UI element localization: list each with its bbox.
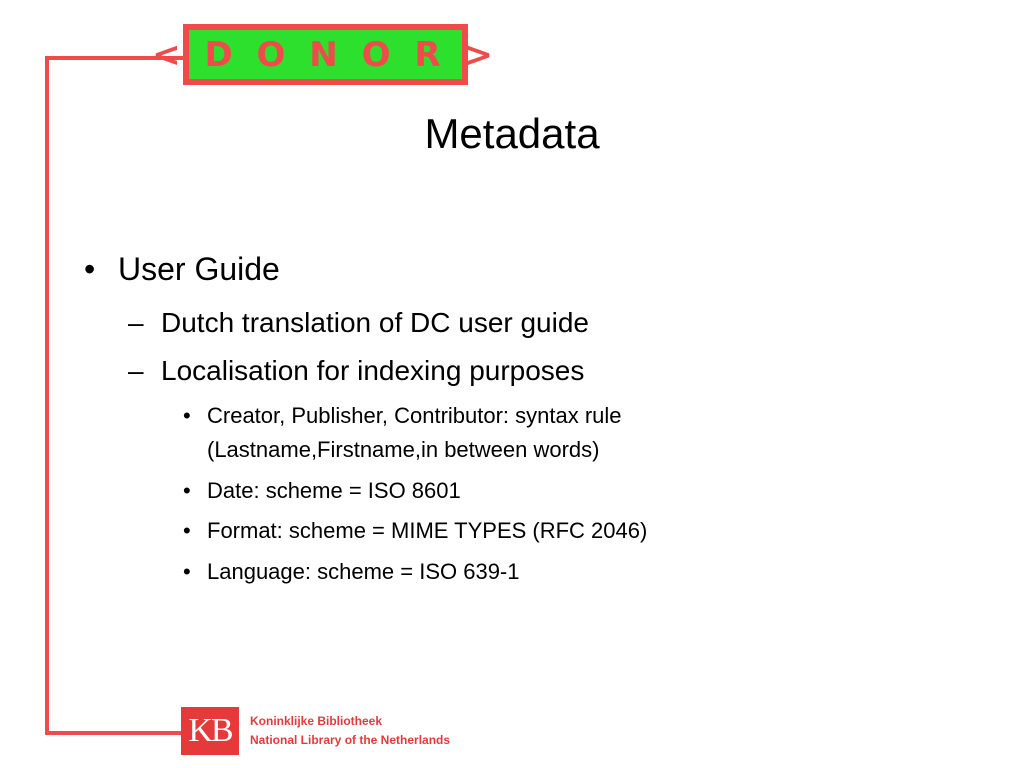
kb-logo-letters: KB <box>188 712 232 749</box>
bullet-mark: • <box>84 251 96 287</box>
slide-title: Metadata <box>424 110 600 157</box>
bullet-text: User Guide <box>118 251 280 287</box>
dash-mark: – <box>128 307 144 338</box>
bullet-mark: • <box>183 403 191 428</box>
kb-name-english: National Library of the Netherlands <box>250 733 451 747</box>
item-text: Date: scheme = ISO 8601 <box>207 478 461 503</box>
bullet-mark: • <box>183 559 191 584</box>
kb-name-dutch: Koninklijke Bibliotheek <box>250 714 383 728</box>
bullet-mark: • <box>183 518 191 543</box>
item-text: Format: scheme = MIME TYPES (RFC 2046) <box>207 518 648 543</box>
dash-mark: – <box>128 355 144 386</box>
kb-logo <box>181 707 239 755</box>
donor-logo <box>152 24 499 85</box>
item-text-line-1: Creator, Publisher, Contributor: syntax rule <box>207 403 622 428</box>
subbullet-text: Dutch translation of DC user guide <box>161 307 589 338</box>
subbullet-text: Localisation for indexing purposes <box>161 355 585 386</box>
item-text-line-2: (Lastname,Firstname,in between words) <box>207 437 600 462</box>
bullet-mark: • <box>183 478 191 503</box>
frame-line-bottom <box>45 731 185 735</box>
item-text: Language: scheme = ISO 639-1 <box>207 559 520 584</box>
donor-logo-text: < D O N O R > <box>152 34 499 75</box>
